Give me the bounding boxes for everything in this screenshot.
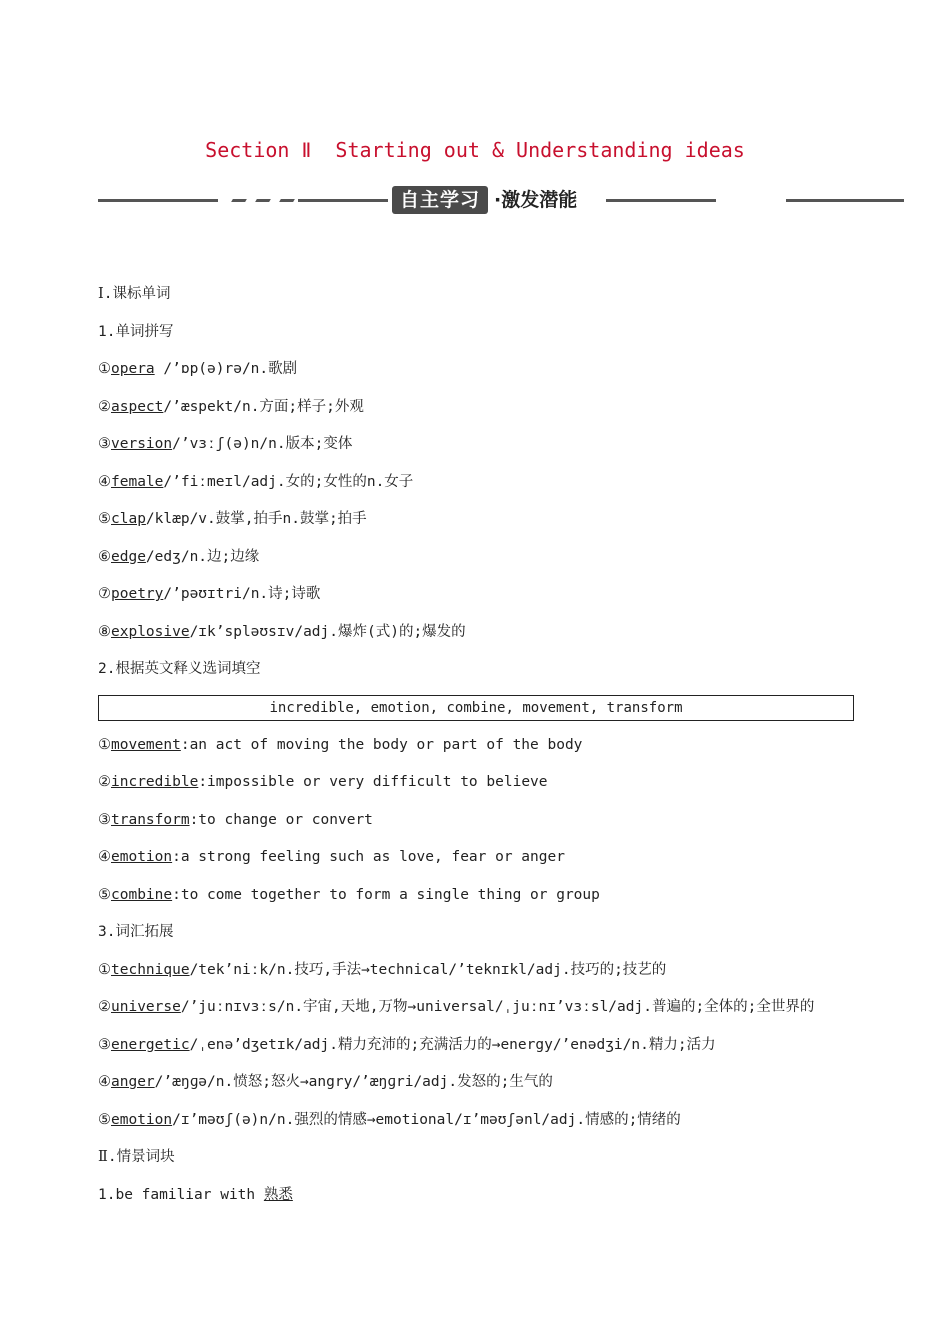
item-number: ②	[98, 398, 111, 415]
answer-word: anger	[111, 1074, 155, 1090]
part-heading: 2.根据英文释义选词填空	[98, 661, 261, 677]
answer-word: opera	[111, 361, 155, 377]
item-text: :a strong feeling such as love, fear or anger	[172, 849, 565, 865]
answer-word: version	[111, 436, 173, 452]
list-item	[98, 357, 858, 395]
spelling-list	[98, 357, 858, 657]
item-text: /ɪ’məʊʃ(ə)n/n.强烈的情感→emotional/ɪ’məʊʃənl/adj.情感的;情绪的	[172, 1111, 681, 1128]
item-text: /’æspekt/n.方面;样子;外观	[163, 398, 364, 415]
answer-word: universe	[111, 999, 181, 1015]
list-item	[98, 995, 858, 1033]
item-text: :impossible or very difficult to believe	[198, 774, 548, 790]
answer-word: aspect	[111, 398, 164, 415]
section-heading: Ⅰ.课标单词	[98, 286, 171, 302]
item-number: ⑤	[98, 1111, 111, 1128]
phrase-answer: 熟悉	[263, 1186, 293, 1203]
expansion-list	[98, 958, 858, 1146]
list-item	[98, 1108, 858, 1146]
item-number: ③	[98, 811, 111, 828]
answer-word: incredible	[111, 774, 199, 790]
list-item	[98, 545, 858, 583]
list-item	[98, 507, 858, 545]
banner-dash	[231, 199, 247, 202]
page-title: Section Ⅱ Starting out & Understanding ideas	[205, 138, 745, 162]
answer-word: clap	[111, 511, 146, 527]
list-item	[98, 582, 858, 620]
item-text: /’fiːmeɪl/adj.女的;女性的n.女子	[163, 473, 414, 490]
list-item	[98, 1070, 858, 1108]
banner-line-left	[98, 199, 218, 202]
item-text: /’ɒp(ə)rə/n.歌剧	[154, 361, 298, 377]
banner-line-mid	[298, 199, 388, 202]
answer-word: edge	[111, 548, 146, 565]
list-item	[98, 470, 858, 508]
list-item	[98, 733, 858, 771]
list-item	[98, 395, 858, 433]
item-number: ⑤	[98, 886, 111, 903]
item-text: /ɪk’spləʊsɪv/adj.爆炸(式)的;爆发的	[189, 623, 466, 640]
banner-subtitle: ·激发潜能	[494, 189, 578, 211]
document-body	[98, 282, 858, 1220]
list-item	[98, 1033, 858, 1071]
phrase-list	[98, 1183, 858, 1221]
answer-word: emotion	[111, 849, 173, 865]
item-text: /klæp/v.鼓掌,拍手n.鼓掌;拍手	[145, 511, 367, 527]
item-text: /ˌenə’dʒetɪk/adj.精力充沛的;充满活力的→energy/’enədʒi/n.精力;活力	[189, 1036, 716, 1053]
list-item	[98, 808, 858, 846]
answer-word: combine	[111, 886, 173, 903]
answer-word: technique	[111, 961, 190, 978]
item-text: /tek’niːk/n.技巧,手法→technical/’teknɪkl/adj.技巧的;技艺的	[189, 961, 667, 978]
item-number: ④	[98, 1074, 111, 1090]
banner-dash	[279, 199, 295, 202]
banner-dash	[255, 199, 271, 202]
phrase-item	[98, 1183, 858, 1221]
answer-word: emotion	[111, 1111, 173, 1128]
item-text: /edʒ/n.边;边缘	[145, 548, 260, 565]
item-text: :an act of moving the body or part of the body	[180, 736, 583, 753]
item-number: ④	[98, 849, 111, 865]
part-heading: 3.词汇拓展	[98, 924, 174, 940]
item-number: ②	[98, 999, 111, 1015]
item-number: ①	[98, 961, 111, 978]
item-number: ③	[98, 436, 111, 452]
item-number: ②	[98, 774, 111, 790]
answer-word: transform	[111, 811, 190, 828]
list-item	[98, 770, 858, 808]
item-text: :to come together to form a single thing or group	[172, 886, 600, 903]
item-number: ④	[98, 473, 111, 490]
answer-word: movement	[111, 736, 181, 753]
item-number: ③	[98, 1036, 111, 1053]
word-bank-box: incredible, emotion, combine, movement, transform	[98, 695, 854, 721]
item-text: /’juːnɪvɜːs/n.宇宙,天地,万物→universal/ˌjuːnɪ’vɜːsl/adj.普遍的;全体的;全世界的	[180, 999, 815, 1015]
section-heading: Ⅱ.情景词块	[98, 1149, 175, 1165]
item-text: /’vɜːʃ(ə)n/n.版本;变体	[172, 436, 353, 452]
list-item	[98, 845, 858, 883]
answer-word: female	[111, 473, 164, 490]
definition-list	[98, 733, 858, 921]
item-text: /’æŋɡə/n.愤怒;怒火→angry/’æŋɡri/adj.发怒的;生气的	[154, 1074, 553, 1090]
item-text: :to change or convert	[189, 811, 373, 828]
list-item	[98, 958, 858, 996]
banner-line-right	[606, 199, 716, 202]
section-banner	[98, 186, 904, 216]
phrase-text: 1.be familiar with	[98, 1186, 264, 1203]
list-item	[98, 883, 858, 921]
item-number: ①	[98, 736, 111, 753]
item-text: /’pəʊɪtri/n.诗;诗歌	[163, 586, 321, 602]
list-item	[98, 620, 858, 658]
answer-word: energetic	[111, 1036, 190, 1053]
banner-badge: 自主学习	[392, 186, 488, 214]
answer-word: explosive	[111, 623, 190, 640]
item-number: ⑥	[98, 548, 111, 565]
item-number: ⑦	[98, 586, 111, 602]
item-number: ①	[98, 361, 111, 377]
item-number: ⑤	[98, 511, 111, 527]
banner-line-far-right	[786, 199, 904, 202]
list-item	[98, 432, 858, 470]
answer-word: poetry	[111, 586, 164, 602]
item-number: ⑧	[98, 623, 111, 640]
part-heading: 1.单词拼写	[98, 323, 174, 340]
